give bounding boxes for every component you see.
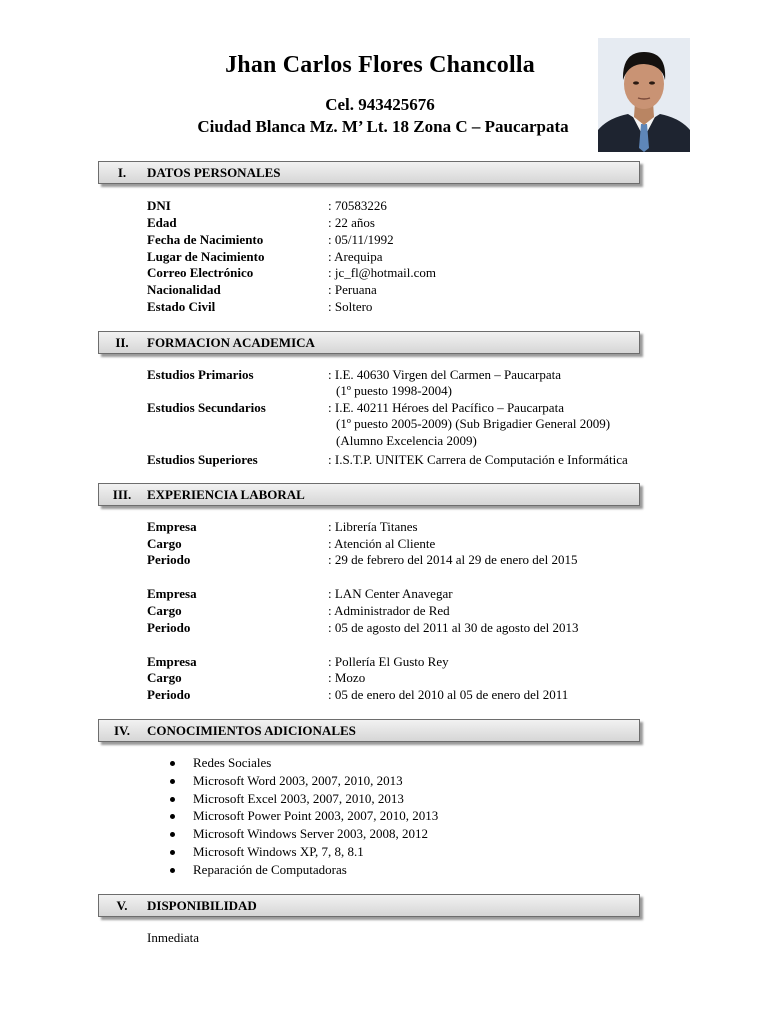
field-value: : I.S.T.P. UNITEK Carrera de Computación e Informática xyxy=(328,452,628,467)
skill-text: Microsoft Power Point 2003, 2007, 2010, 2013 xyxy=(193,808,439,824)
field-value: : I.E. 40630 Virgen del Carmen – Paucarpata xyxy=(328,367,562,382)
field-value: : Librería Titanes xyxy=(328,519,418,534)
section-number: IV. xyxy=(113,723,131,738)
field-label: Estado Civil xyxy=(147,299,216,314)
candidate-name: Jhan Carlos Flores Chancolla xyxy=(225,52,535,78)
field-label: Fecha de Nacimiento xyxy=(147,232,264,247)
section-number: I. xyxy=(117,165,127,180)
field-value: : LAN Center Anavegar xyxy=(328,586,453,601)
bullet-icon xyxy=(170,814,175,819)
field-value: : 05 de enero del 2010 al 05 de enero del 2011 xyxy=(328,687,569,702)
section-title: EXPERIENCIA LABORAL xyxy=(147,487,305,502)
field-value: : I.E. 40211 Héroes del Pacífico – Paucarpata xyxy=(328,400,564,415)
field-label: Estudios Secundarios xyxy=(147,400,266,415)
section-title: DATOS PERSONALES xyxy=(147,165,281,180)
profile-photo xyxy=(598,38,690,152)
field-label: Estudios Primarios xyxy=(147,367,254,382)
field-value: : 05 de agosto del 2011 al 30 de agosto del 2013 xyxy=(328,620,579,635)
skill-text: Microsoft Windows Server 2003, 2008, 2012 xyxy=(193,826,429,842)
section-header-personal xyxy=(98,161,640,184)
field-value: : Mozo xyxy=(328,670,366,685)
field-label: Nacionalidad xyxy=(147,282,221,297)
field-value: : 05/11/1992 xyxy=(328,232,394,247)
skill-text: Microsoft Windows XP, 7, 8, 8.1 xyxy=(193,843,364,859)
section-number: V. xyxy=(116,898,128,913)
field-label: Periodo xyxy=(147,687,191,702)
field-label: Empresa xyxy=(147,654,197,669)
email-value[interactable]: : jc_fl@hotmail.com xyxy=(328,265,437,280)
field-value: : Atención al Cliente xyxy=(328,536,436,551)
field-label: Edad xyxy=(147,215,177,230)
bullet-icon xyxy=(170,761,175,766)
field-label: Empresa xyxy=(147,519,197,534)
section-number: II. xyxy=(115,335,129,350)
skill-text: Reparación de Computadoras xyxy=(193,861,347,877)
education-secondary-note: (1º puesto 2005-2009) (Sub Brigadier General 2009) xyxy=(336,416,611,431)
field-label: Cargo xyxy=(147,536,182,551)
section-header-education xyxy=(98,331,640,354)
bullet-icon xyxy=(170,868,175,873)
availability-value: Inmediata xyxy=(147,930,199,945)
section-header-skills xyxy=(98,719,640,742)
field-label: Periodo xyxy=(147,620,191,635)
field-label: DNI xyxy=(147,198,171,213)
field-value: : Peruana xyxy=(328,282,377,297)
field-value: : Administrador de Red xyxy=(328,603,450,618)
field-label: Estudios Superiores xyxy=(147,452,258,467)
field-label: Periodo xyxy=(147,552,191,567)
bullet-icon xyxy=(170,850,175,855)
section-title: CONOCIMIENTOS ADICIONALES xyxy=(147,723,356,738)
education-secondary-note: (Alumno Excelencia 2009) xyxy=(336,433,477,448)
field-value: : 70583226 xyxy=(328,198,387,213)
bullet-icon xyxy=(170,779,175,784)
field-value: : 29 de febrero del 2014 al 29 de enero del 2015 xyxy=(328,552,578,567)
field-label: Cargo xyxy=(147,670,182,685)
skill-text: Microsoft Excel 2003, 2007, 2010, 2013 xyxy=(193,790,404,806)
field-value: : Soltero xyxy=(328,299,373,314)
skill-text: Microsoft Word 2003, 2007, 2010, 2013 xyxy=(193,772,403,788)
portrait-image xyxy=(598,38,690,152)
bullet-icon xyxy=(170,832,175,837)
section-title: DISPONIBILIDAD xyxy=(147,898,257,913)
field-label: Lugar de Nacimiento xyxy=(147,249,265,264)
section-header-experience xyxy=(98,483,640,506)
section-header-availability xyxy=(98,894,640,917)
section-number: III. xyxy=(112,487,132,502)
home-address: Ciudad Blanca Mz. M’ Lt. 18 Zona C – Paucarpata xyxy=(197,117,569,136)
field-value: : Arequipa xyxy=(328,249,383,264)
bullet-icon xyxy=(170,797,175,802)
field-value: : 22 años xyxy=(328,215,375,230)
education-primary-note: (1º puesto 1998-2004) xyxy=(336,383,452,398)
field-label: Empresa xyxy=(147,586,197,601)
field-label: Cargo xyxy=(147,603,182,618)
skill-text: Redes Sociales xyxy=(193,755,272,770)
phone-number: Cel. 943425676 xyxy=(325,95,435,114)
section-title: FORMACION ACADEMICA xyxy=(147,335,315,350)
field-label: Correo Electrónico xyxy=(147,265,254,280)
field-value: : Pollería El Gusto Rey xyxy=(328,654,449,669)
